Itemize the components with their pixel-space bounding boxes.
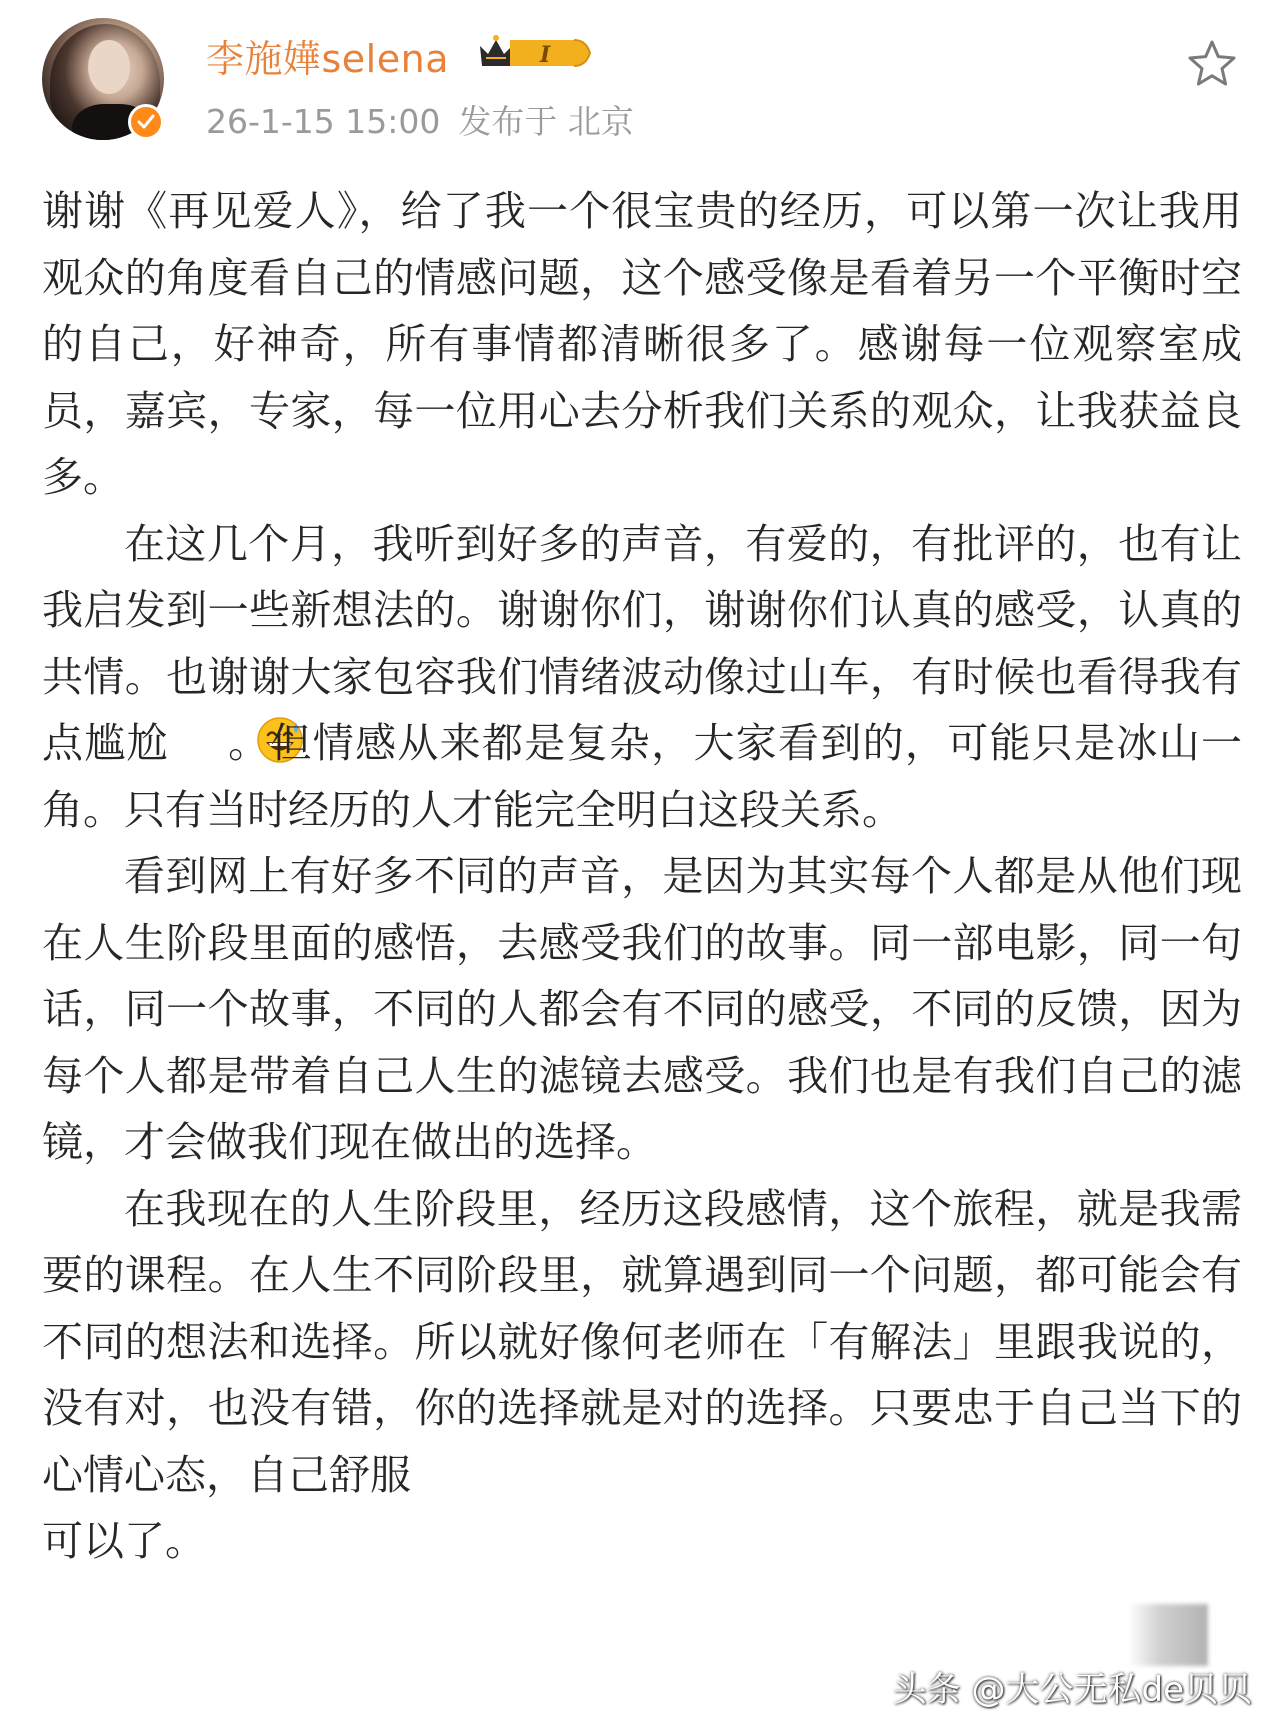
paragraph-2-part-1: 在这几个月，我听到好多的声音，有爱的，有批评的，也有让我启发到一些新想法的。谢谢你们，谢谢你们认真的感受，认真的共情。也谢谢大家包容我们情绪波动像过山车，有时候也看得我有点尴尬 — [42, 519, 1242, 767]
grinning-sweat-emoji-icon — [173, 715, 223, 765]
post-location: 发布于 北京 — [458, 102, 634, 141]
vip-level-text: I — [540, 42, 551, 68]
paragraph-1: 谢谢《再见爱人》，给了我一个很宝贵的经历，可以第一次让我用观众的角度看自己的情感问题，这个感受像是看着另一个平衡时空的自己，好神奇，所有事情都清晰很多了。感谢每一位观察室成员，嘉宾，专家，每一位用心去分析我们关系的观众，让我获益良多。 — [42, 187, 1242, 501]
post-body — [42, 178, 1242, 1575]
paragraph-5: 可以了。 — [42, 1517, 206, 1565]
watermark: 头条 @大公无私de贝贝 — [892, 1670, 1252, 1710]
post-timestamp: 26-1-15 15:00 — [206, 102, 441, 141]
verified-check-icon — [128, 104, 164, 140]
paragraph-3: 看到网上有好多不同的声音，是因为其实每个人都是从他们现在人生阶段里面的感悟，去感受我们的故事。同一部电影，同一句话，同一个故事，不同的人都会有不同的感受，不同的反馈，因为每个人都是带着自己人生的滤镜去感受。我们也是有我们自己的滤镜，才会做我们现在做出的选择。 — [42, 852, 1242, 1166]
paragraph-2 — [42, 511, 1242, 844]
blurred-region — [1128, 1604, 1208, 1666]
paragraph-2-part-2: 。但情感从来都是复杂，大家看到的，可能只是冰山一角。只有当时经历的人才能完全明白这段关系。 — [42, 719, 1242, 834]
post-header — [0, 0, 1280, 160]
paragraph-4: 在我现在的人生阶段里，经历这段感情，这个旅程，就是我需要的课程。在人生不同阶段里，就算遇到同一个问题，都可能会有不同的想法和选择。所以就好像何老师在「有解法」里跟我说的，没有对，也没有错，你的选择就是对的选择。只要忠于自己当下的心情心态，自己舒服 — [42, 1184, 1242, 1499]
vip-badge[interactable] — [478, 32, 592, 74]
post-meta — [206, 96, 634, 143]
star-outline-icon[interactable] — [1186, 38, 1238, 90]
username[interactable]: 李施嬅selena — [206, 37, 449, 81]
